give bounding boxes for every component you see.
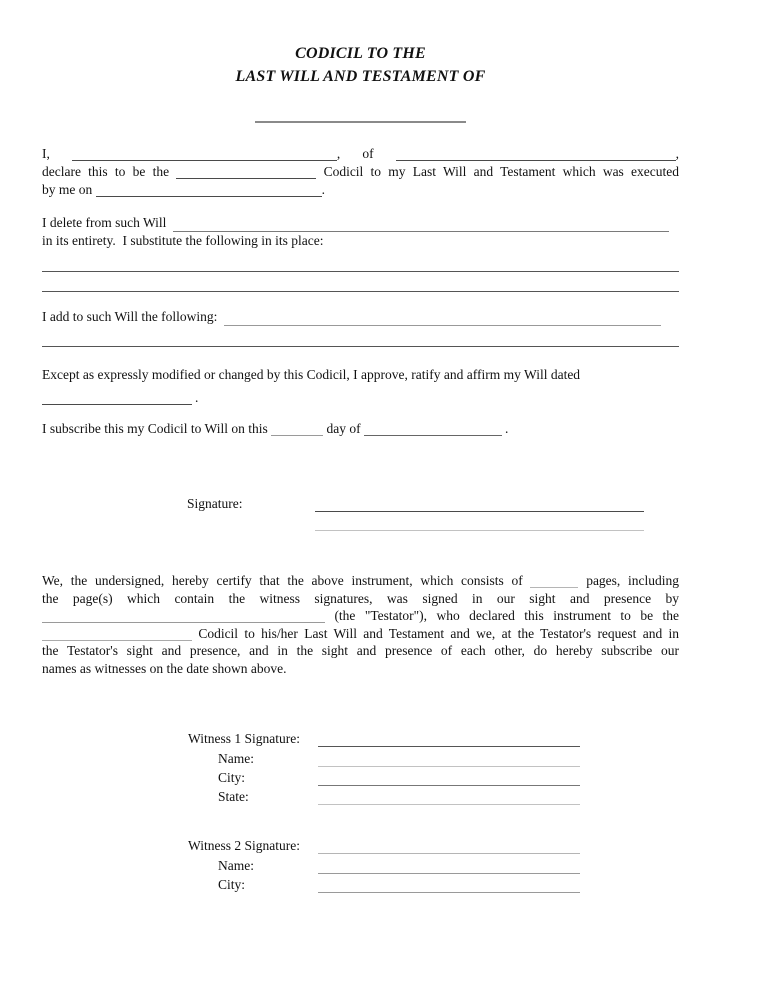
witness-1-signature-label: Witness 1 Signature:	[188, 731, 300, 747]
opening-line-3	[42, 181, 679, 199]
substitute-text-line-1[interactable]	[42, 271, 679, 272]
witness-1-city-label: City:	[218, 769, 246, 785]
attestation-text-1b: pages, including	[586, 573, 680, 588]
deletion-line-2: in its entirety. I substitute the following in its place:	[42, 233, 324, 248]
subscription-period: .	[504, 421, 509, 436]
title-line-2: LAST WILL AND TESTAMENT OF	[235, 68, 486, 85]
attestation-line-5: the Testator's sight and presence, and in the sight and presence of each other, do hereby subscribe our	[42, 643, 679, 658]
witness-2-signature-row	[188, 835, 679, 854]
added-text-line-2[interactable]	[42, 346, 679, 347]
deletion-line-1	[42, 214, 679, 232]
deletion-paragraph	[42, 214, 679, 250]
opening-text-of: , of	[336, 146, 374, 161]
addition-line-1	[42, 308, 679, 326]
deletion-lead-text: I delete from such Will	[42, 215, 167, 230]
witness-2-signature-field[interactable]	[318, 849, 580, 854]
witness-1-state-row	[188, 786, 679, 805]
witness-1-name-label: Name:	[218, 750, 254, 766]
witness-1-city-field[interactable]	[318, 781, 580, 786]
witness-1-block	[188, 728, 679, 805]
opening-text-declare: declare this to be the	[42, 164, 170, 179]
opening-line-2	[42, 163, 679, 181]
addition-lead-text: I add to such Will the following:	[42, 309, 218, 324]
witness-2-signature-label: Witness 2 Signature:	[188, 838, 300, 854]
witness-2-name-label: Name:	[218, 857, 254, 873]
witness-2-name-field[interactable]	[318, 869, 580, 874]
attestation-line-2: the page(s) which contain the witness signatures, was signed in our sight and presence by	[42, 590, 679, 606]
attestation-paragraph	[42, 572, 679, 677]
attestation-text-3: (the "Testator"), who declared this instrument to be the	[334, 608, 679, 623]
witness-1-city-row	[188, 767, 679, 786]
month-year-field[interactable]	[364, 422, 502, 436]
opening-text-by-me-on: by me on	[42, 182, 93, 197]
witness-2-block	[188, 835, 679, 893]
will-date-field[interactable]	[42, 391, 192, 405]
opening-text-codicil: Codicil to my Last Will and Testament which was executed	[323, 164, 680, 179]
testator-name-field[interactable]	[72, 147, 337, 161]
subscription-lead-text: I subscribe this my Codicil to Will on this	[42, 421, 268, 436]
added-text-field[interactable]	[224, 321, 661, 326]
ratification-line-2	[42, 389, 679, 407]
testator-address-field[interactable]	[396, 147, 676, 161]
witness-1-signature-row	[188, 728, 679, 747]
testator-name-attestation-field[interactable]	[42, 609, 325, 623]
day-field[interactable]	[271, 422, 323, 436]
attestation-text-4: Codicil to his/her Last Will and Testament and we, at the Testator's request and in	[198, 625, 680, 641]
signature-lines	[315, 495, 644, 531]
signature-second-line[interactable]	[315, 512, 644, 531]
signature-block	[187, 495, 679, 531]
ratification-period: .	[195, 390, 199, 405]
witness-1-name-field[interactable]	[318, 762, 580, 767]
document-title	[42, 0, 679, 88]
subscription-line	[42, 420, 679, 438]
attestation-text-1a: We, the undersigned, hereby certify that the above instrument, which consists of	[42, 573, 523, 588]
ratification-line-1: Except as expressly modified or changed by this Codicil, I approve, ratify and affirm my Will dated	[42, 367, 581, 382]
addition-paragraph	[42, 308, 679, 326]
witness-1-state-label: State:	[218, 789, 249, 805]
witness-2-city-field[interactable]	[318, 888, 580, 893]
attestation-line-3	[42, 607, 679, 625]
witness-1-state-field[interactable]	[318, 800, 580, 805]
codicil-ordinal-field[interactable]	[176, 165, 316, 179]
testator-name-heading-field[interactable]	[255, 121, 466, 123]
witness-1-name-row	[188, 747, 679, 766]
opening-text-i: I,	[42, 146, 50, 161]
attestation-line-6: names as witnesses on the date shown above.	[42, 660, 287, 676]
opening-line-1	[42, 145, 679, 163]
opening-text-period: .	[321, 182, 325, 197]
page-count-field[interactable]	[530, 574, 578, 588]
opening-paragraph	[42, 145, 679, 199]
witness-2-name-row	[188, 854, 679, 873]
opening-text-comma: ,	[675, 146, 680, 161]
testator-signature-field[interactable]	[315, 495, 644, 512]
substitute-text-line-2[interactable]	[42, 291, 679, 292]
witness-2-city-label: City:	[218, 877, 246, 893]
signature-label: Signature:	[187, 496, 243, 511]
witness-2-city-row	[188, 874, 679, 893]
subscription-paragraph	[42, 420, 679, 438]
witness-1-signature-field[interactable]	[318, 742, 580, 747]
subscription-day-of-text: day of	[326, 421, 361, 436]
attestation-line-1	[42, 572, 679, 590]
codicil-ordinal-attestation-field[interactable]	[42, 627, 192, 641]
attestation-line-4	[42, 625, 679, 643]
will-execution-date-field[interactable]	[96, 183, 322, 197]
title-line-1: CODICIL TO THE	[295, 45, 426, 62]
ratification-paragraph	[42, 366, 679, 407]
